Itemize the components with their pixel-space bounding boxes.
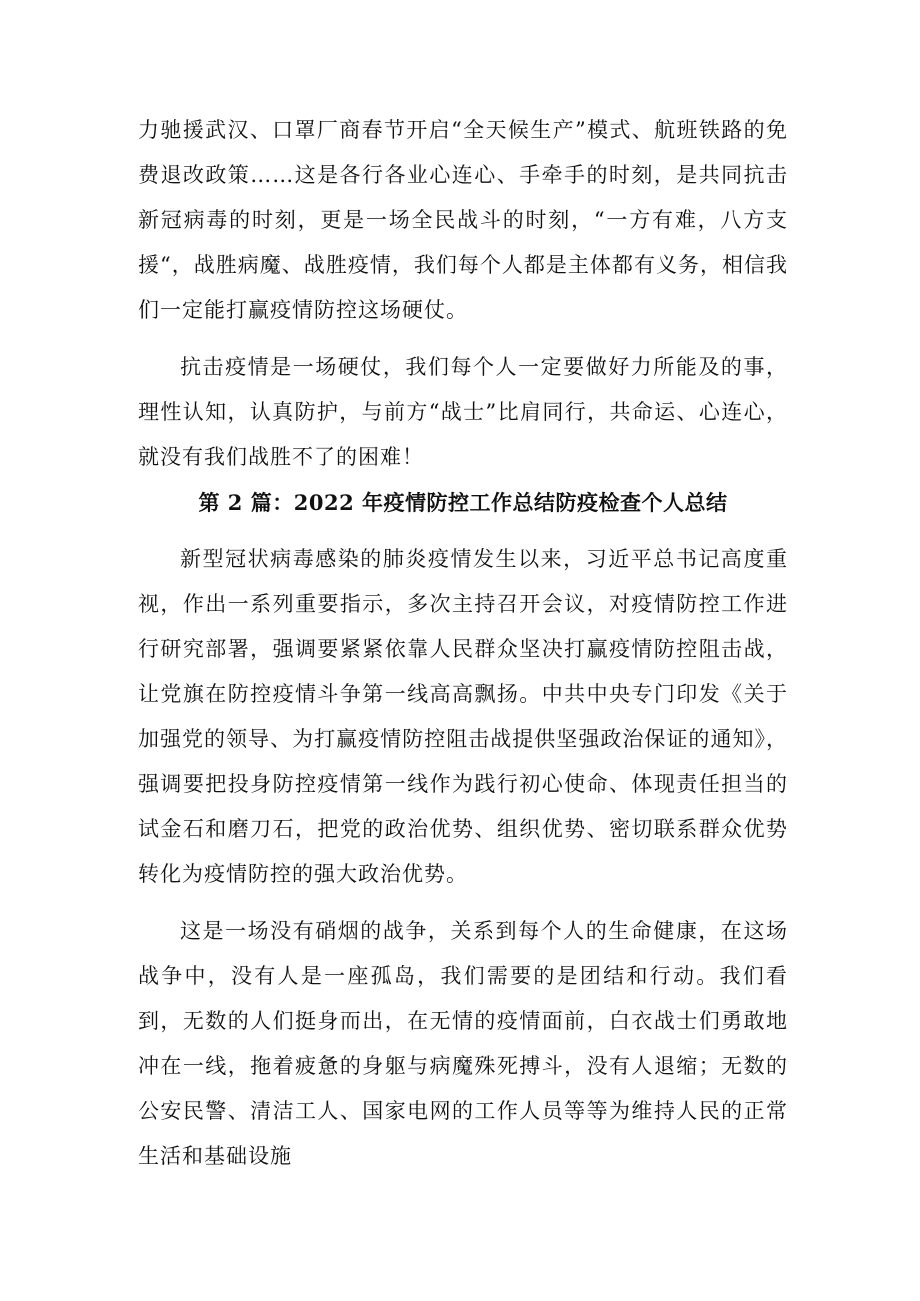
paragraph-gap [138, 897, 788, 909]
paragraph-gap [138, 525, 788, 537]
paragraph: 新型冠状病毒感染的肺炎疫情发生以来，习近平总书记高度重视，作出一系列重要指示，多次主持召开会议，对疫情防控工作进行研究部署，强调要紧紧依靠人民群众坚决打赢疫情防控阻击战，让党旗在防控疫情斗争第一线高高飘扬。中共中央专门印发《关于加强党的领导、为打赢疫情防控阻击战提供坚强政治保证的通知》，强调要把投身防控疫情第一线作为践行初心使命、体现责任担当的试金石和磨刀石，把党的政治优势、组织优势、密切联系群众优势转化为疫情防控的强大政治优势。 [138, 547, 788, 886]
paragraph-continuation: 力驰援武汉、口罩厂商春节开启“全天候生产”模式、航班铁路的免费退改政策……这是各行各业心连心、手牵手的时刻，是共同抗击新冠病毒的时刻，更是一场全民战斗的时刻，“一方有难，八方支援“，战胜病魔、战胜疫情，我们每个人都是主体都有义务，相信我们一定能打赢疫情防控这场硬仗。 [138, 118, 788, 322]
paragraph: 这是一场没有硝烟的战争，关系到每个人的生命健康，在这场战争中，没有人是一座孤岛，我们需要的是团结和行动。我们看到，无数的人们挺身而出，在无情的疫情面前，白衣战士们勇敢地冲在一线，拖着疲惫的身躯与病魔殊死搏斗，没有人退缩；无数的公安民警、清洁工人、国家电网的工作人员等等为维持人民的正常生活和基础设施 [138, 919, 788, 1168]
paragraph: 抗击疫情是一场硬仗，我们每个人一定要做好力所能及的事，理性认知，认真防护，与前方“战士”比肩同行，共命运、心连心，就没有我们战胜不了的困难！ [138, 355, 788, 469]
section-heading: 第 2 篇：2022 年疫情防控工作总结防疫检查个人总结 [198, 490, 728, 515]
paragraph-gap [138, 333, 788, 345]
document-page [138, 108, 788, 1179]
